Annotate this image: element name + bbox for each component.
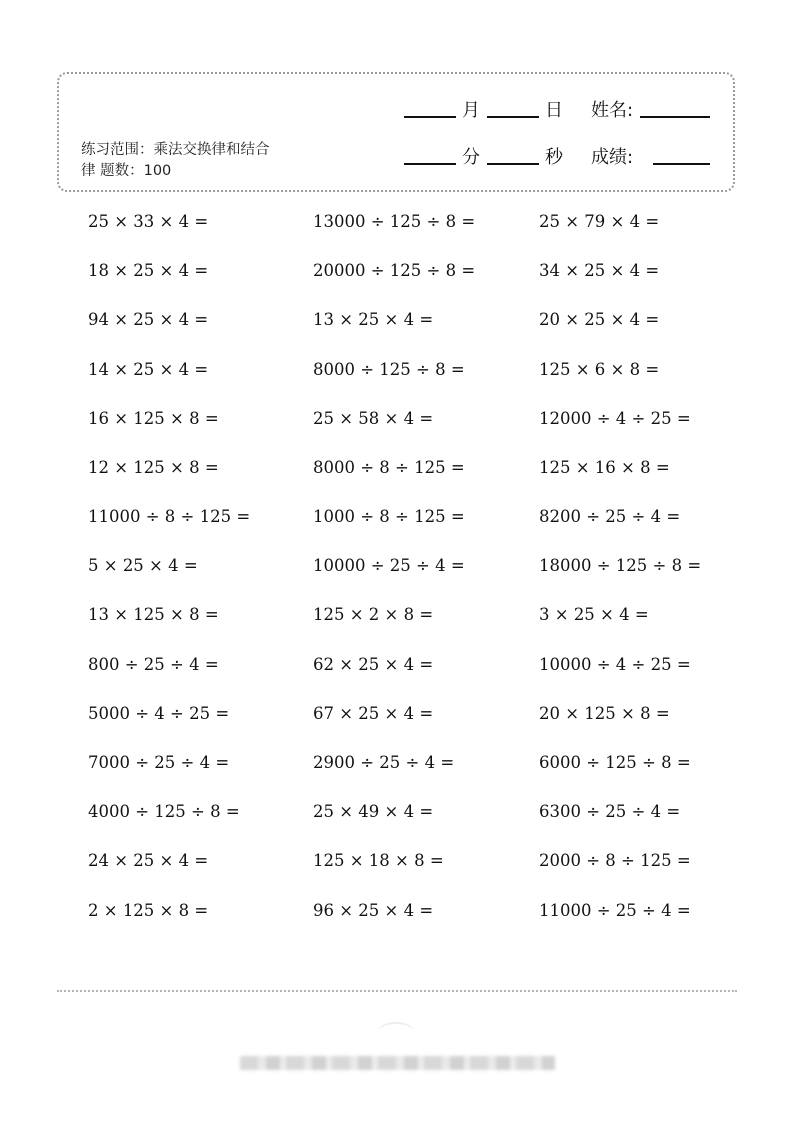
problem-item: 125 × 18 × 8 = xyxy=(313,851,444,870)
month-label: 月 xyxy=(462,100,480,121)
practice-range xyxy=(81,140,316,182)
problem-item: 12 × 125 × 8 = xyxy=(88,458,219,477)
practice-range-line2: 律 题数：100 xyxy=(81,163,172,179)
problem-item: 3 × 25 × 4 = xyxy=(539,605,649,624)
problem-item: 12000 ÷ 4 ÷ 25 = xyxy=(539,409,691,428)
problem-row xyxy=(0,849,793,873)
day-blank[interactable] xyxy=(487,116,539,118)
day-label: 日 xyxy=(545,100,563,121)
problem-item: 34 × 25 × 4 = xyxy=(539,261,660,280)
second-label: 秒 xyxy=(545,147,563,168)
name-label: 姓名: xyxy=(591,100,634,121)
problem-item: 10000 ÷ 25 ÷ 4 = xyxy=(313,556,465,575)
problem-row xyxy=(0,358,793,382)
problem-row xyxy=(0,259,793,283)
minute-label: 分 xyxy=(462,147,480,168)
problem-row xyxy=(0,653,793,677)
problem-item: 11000 ÷ 25 ÷ 4 = xyxy=(539,901,691,920)
problem-item: 67 × 25 × 4 = xyxy=(313,704,434,723)
problem-item: 16 × 125 × 8 = xyxy=(88,409,219,428)
problem-item: 5000 ÷ 4 ÷ 25 = xyxy=(88,704,230,723)
problem-item: 24 × 25 × 4 = xyxy=(88,851,209,870)
problem-item: 25 × 33 × 4 = xyxy=(88,212,209,231)
worksheet-header xyxy=(57,72,735,192)
problem-row xyxy=(0,505,793,529)
minute-blank[interactable] xyxy=(404,163,456,165)
problem-item: 2000 ÷ 8 ÷ 125 = xyxy=(539,851,691,870)
problem-item: 2 × 125 × 8 = xyxy=(88,901,209,920)
problem-row xyxy=(0,603,793,627)
problem-item: 14 × 25 × 4 = xyxy=(88,360,209,379)
problem-item: 11000 ÷ 8 ÷ 125 = xyxy=(88,507,251,526)
problem-item: 18 × 25 × 4 = xyxy=(88,261,209,280)
problem-item: 13 × 25 × 4 = xyxy=(313,310,434,329)
problem-item: 20 × 125 × 8 = xyxy=(539,704,670,723)
problem-row xyxy=(0,899,793,923)
score-label: 成绩: xyxy=(591,147,634,168)
problem-item: 125 × 2 × 8 = xyxy=(313,605,434,624)
problem-item: 125 × 16 × 8 = xyxy=(539,458,670,477)
month-blank[interactable] xyxy=(404,116,456,118)
footer-divider xyxy=(57,990,737,992)
problem-item: 5 × 25 × 4 = xyxy=(88,556,198,575)
problem-item: 125 × 6 × 8 = xyxy=(539,360,660,379)
problem-item: 6000 ÷ 125 ÷ 8 = xyxy=(539,753,691,772)
footer-blurred-watermark xyxy=(240,1056,555,1070)
practice-range-line1: 练习范围：乘法交换律和结合 xyxy=(81,142,270,158)
problem-row xyxy=(0,407,793,431)
problem-row xyxy=(0,554,793,578)
footer-watermark-arc xyxy=(378,1022,414,1042)
problem-item: 25 × 79 × 4 = xyxy=(539,212,660,231)
problem-item: 2900 ÷ 25 ÷ 4 = xyxy=(313,753,455,772)
problem-item: 8200 ÷ 25 ÷ 4 = xyxy=(539,507,681,526)
problem-item: 94 × 25 × 4 = xyxy=(88,310,209,329)
problem-item: 20000 ÷ 125 ÷ 8 = xyxy=(313,261,476,280)
problem-item: 6300 ÷ 25 ÷ 4 = xyxy=(539,802,681,821)
problem-row xyxy=(0,456,793,480)
problem-row xyxy=(0,308,793,332)
problem-item: 96 × 25 × 4 = xyxy=(313,901,434,920)
problem-item: 8000 ÷ 8 ÷ 125 = xyxy=(313,458,465,477)
problem-item: 62 × 25 × 4 = xyxy=(313,655,434,674)
problem-item: 13000 ÷ 125 ÷ 8 = xyxy=(313,212,476,231)
problem-item: 25 × 58 × 4 = xyxy=(313,409,434,428)
name-blank[interactable] xyxy=(640,116,710,118)
problem-item: 800 ÷ 25 ÷ 4 = xyxy=(88,655,219,674)
second-blank[interactable] xyxy=(487,163,539,165)
problem-row xyxy=(0,210,793,234)
problem-row xyxy=(0,702,793,726)
score-blank[interactable] xyxy=(653,163,710,165)
problem-row xyxy=(0,800,793,824)
problem-item: 8000 ÷ 125 ÷ 8 = xyxy=(313,360,465,379)
problem-item: 18000 ÷ 125 ÷ 8 = xyxy=(539,556,702,575)
problem-item: 20 × 25 × 4 = xyxy=(539,310,660,329)
problem-item: 4000 ÷ 125 ÷ 8 = xyxy=(88,802,240,821)
problem-item: 1000 ÷ 8 ÷ 125 = xyxy=(313,507,465,526)
problem-item: 25 × 49 × 4 = xyxy=(313,802,434,821)
problem-item: 7000 ÷ 25 ÷ 4 = xyxy=(88,753,230,772)
problem-item: 13 × 125 × 8 = xyxy=(88,605,219,624)
problem-item: 10000 ÷ 4 ÷ 25 = xyxy=(539,655,691,674)
problem-row xyxy=(0,751,793,775)
